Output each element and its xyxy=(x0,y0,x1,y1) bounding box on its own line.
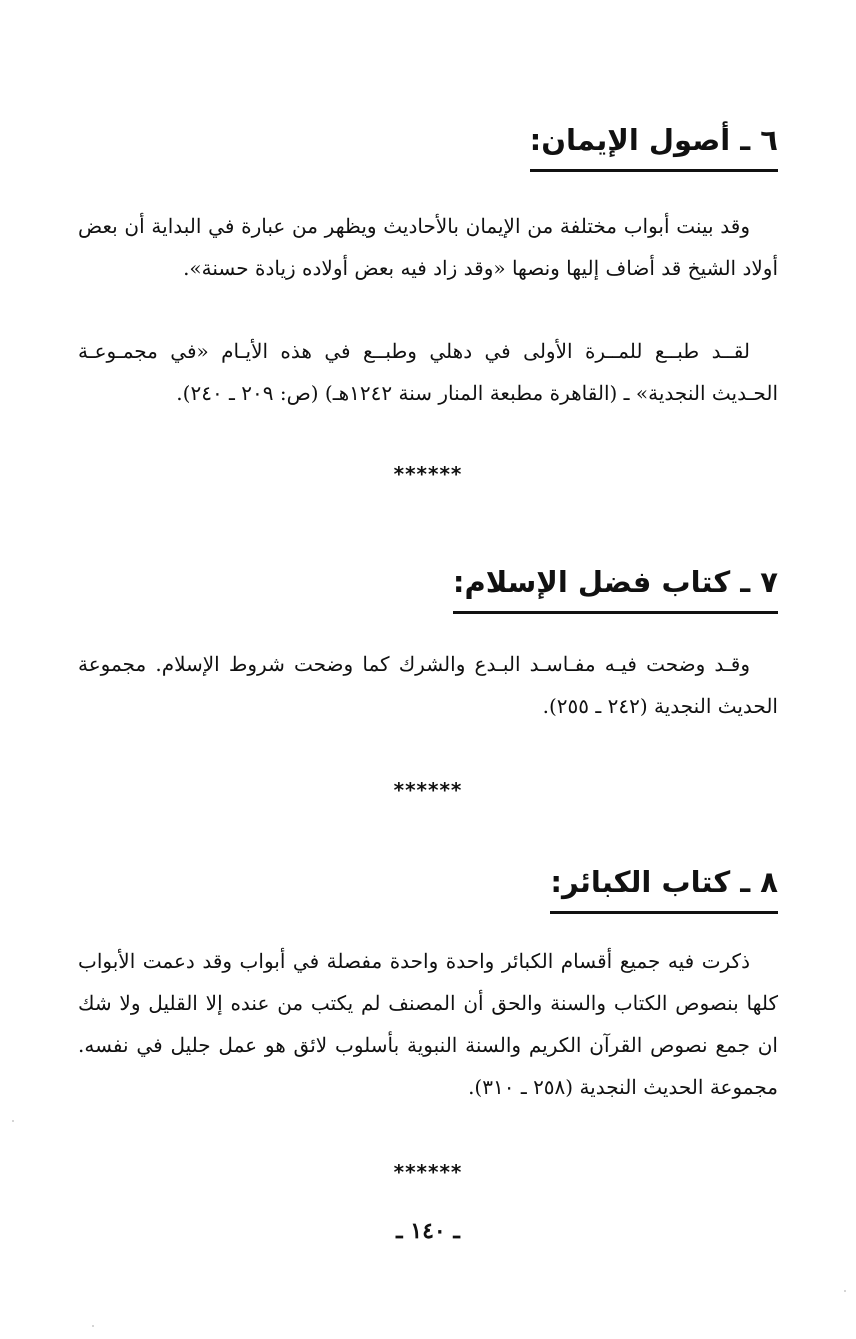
section-heading xyxy=(550,862,778,904)
section-paragraph xyxy=(78,330,778,414)
scan-speck xyxy=(844,1290,846,1292)
paragraph-text: ذكرت فيه جميع أقسام الكبائر واحدة واحدة مفصلة في أبواب وقد دعمت الأبواب كلها بنصوص الكتاب والسنة والحق أن المصنف لم يكتب من عنده إلا القليل ولا شك ان جمع نصوص القرآن الكريم والسنة النبوية بأسلوب لائق هو عمل جليل في نفسه. مجموعة الحديث النجدية (٢٥٨ ـ ٣١٠). xyxy=(78,949,778,1099)
section-heading xyxy=(530,120,778,162)
scan-speck xyxy=(12,1120,14,1122)
section-paragraph xyxy=(78,940,778,1108)
section-paragraph xyxy=(78,643,778,727)
section-heading-text: ٧ ـ كتاب فضل الإسلام: xyxy=(452,565,778,599)
section-heading-text: ٦ ـ أصول الإيمان: xyxy=(529,123,778,157)
paragraph-text: لقــد طبــع للمــرة الأولى في دهلي وطبــع في هذه الأيـام «في مجمـوعـة الحـديث النجدية» ـ (القاهرة مطبعة المنار سنة ١٢٤٢هـ) (ص: ٢٠٩ ـ ٢٤٠). xyxy=(78,339,778,405)
section-separator: ****** xyxy=(393,462,463,486)
scan-speck xyxy=(92,1325,94,1327)
section-separator: ****** xyxy=(393,778,463,802)
section-heading-text: ٨ ـ كتاب الكبائر: xyxy=(550,865,778,899)
heading-underline xyxy=(453,611,778,614)
page-number: ـ ١٤٠ ـ xyxy=(396,1218,460,1244)
heading-underline xyxy=(550,911,778,914)
section-paragraph xyxy=(78,205,778,289)
paragraph-text: وقد بينت أبواب مختلفة من الإيمان بالأحاديث ويظهر من عبارة في البداية أن بعض أولاد الشيخ قد أضاف إليها ونصها «وقد زاد فيه بعض أولاده زيادة حسنة». xyxy=(78,214,778,280)
section-heading xyxy=(453,562,778,604)
heading-underline xyxy=(530,169,778,172)
section-separator: ****** xyxy=(393,1160,463,1184)
paragraph-text: وقـد وضحت فيـه مفـاسـد البـدع والشرك كما وضحت شروط الإسلام. مجموعة الحديث النجدية (٢٤٢ ـ ٢٥٥). xyxy=(78,652,778,718)
